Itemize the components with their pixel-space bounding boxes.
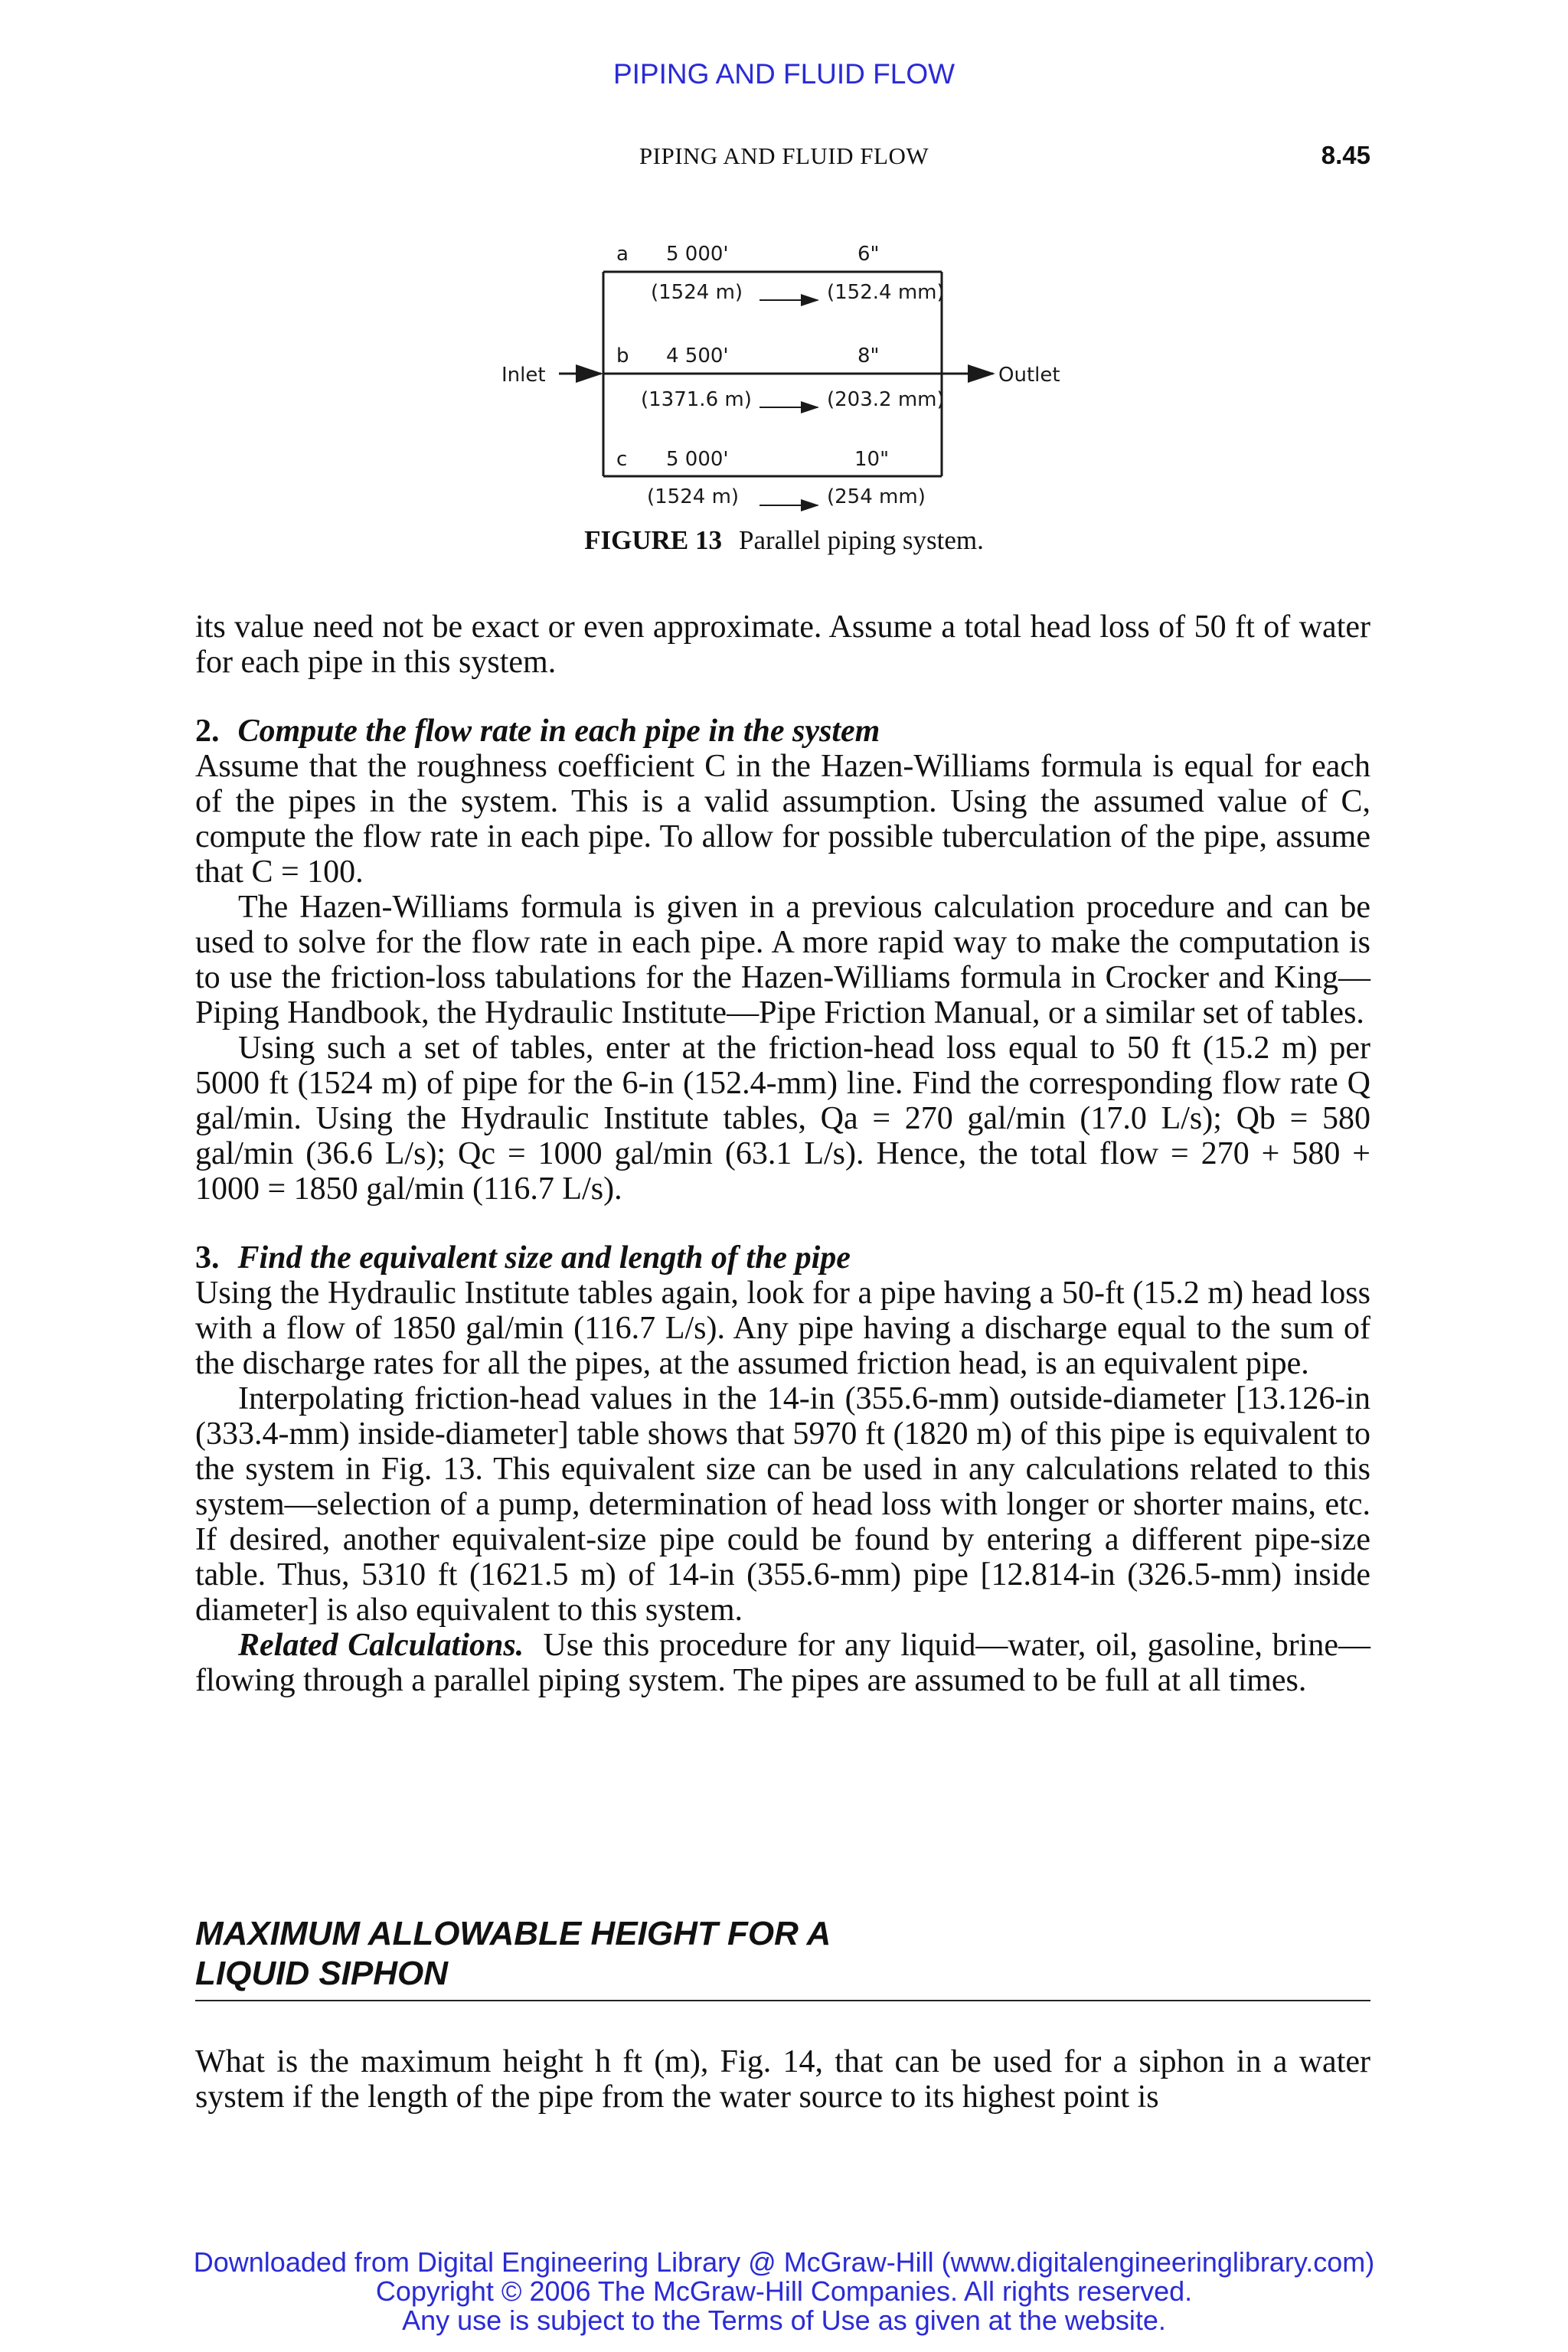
- top-chapter-link[interactable]: PIPING AND FLUID FLOW: [612, 58, 956, 90]
- step-2-heading: [195, 714, 1370, 749]
- section-heading-siphon: [195, 1914, 1370, 2001]
- pipe-b-length: 4 500': [666, 345, 729, 368]
- pipe-b-diameter-metric: (203.2 mm): [827, 388, 945, 411]
- step-2-paragraph-3: Using such a set of tables, enter at the friction-head loss equal to 50 ft (15.2 m) per 5000 ft (1524 m) of pipe for the 6-in (152.4-mm) line. Find the corresponding flow rate Q gal/min. Using the Hydraulic Institute tables, Qa = 270 gal/min (17.0 L/s); Qb = 580 gal/min (36.6 L/s); Qc = 1000 gal/min (63.1 L/s). Hence, the total flow = 270 + 580 + 1000 = 1850 gal/min (116.7 L/s).: [195, 1031, 1370, 1207]
- step-2-title: Compute the flow rate in each pipe in the system: [237, 714, 880, 749]
- pipe-c-diameter: 10": [854, 448, 890, 471]
- section-heading-line-1: MAXIMUM ALLOWABLE HEIGHT FOR A: [195, 1915, 831, 1952]
- body-text-block-1: [195, 609, 1370, 1698]
- pipe-b-length-metric: (1371.6 m): [641, 388, 752, 411]
- siphon-paragraph: What is the maximum height h ft (m), Fig. 14, that can be used for a siphon in a water system if the length of the pipe from the water source to its highest point is: [195, 2044, 1370, 2115]
- related-calculations-label: Related Calculations.: [238, 1628, 524, 1663]
- step-3-title: Find the equivalent size and length of the pipe: [237, 1240, 851, 1276]
- pipe-a-length-metric: (1524 m): [651, 281, 743, 304]
- running-head: PIPING AND FLUID FLOW: [639, 142, 929, 169]
- figure-caption: [0, 525, 1568, 556]
- figure-caption-label: FIGURE 13: [584, 525, 723, 555]
- pipe-a-letter: a: [616, 243, 629, 266]
- related-calculations-paragraph: [195, 1628, 1370, 1698]
- pipe-c-length: 5 000': [666, 448, 729, 471]
- pipe-c-letter: c: [616, 448, 628, 471]
- step-2-paragraph-2: The Hazen-Williams formula is given in a previous calculation procedure and can be used to solve for the flow rate in each pipe. A more rapid way to make the computation is to use the friction-loss tabulations for the Hazen-Williams formula in Crocker and King—Piping Handbook, the Hydraulic Institute—Pipe Friction Manual, or a similar set of tables.: [195, 890, 1370, 1031]
- footer-notice: [0, 2248, 1568, 2335]
- pipe-b-letter: b: [616, 345, 629, 368]
- inlet-label: Inlet: [501, 364, 546, 387]
- footer-terms: Any use is subject to the Terms of Use as given at the website.: [402, 2305, 1166, 2336]
- pipe-c-diameter-metric: (254 mm): [827, 485, 926, 508]
- pipe-a-length: 5 000': [666, 243, 729, 266]
- step-3-paragraph-1: Using the Hydraulic Institute tables again, look for a pipe having a 50-ft (15.2 m) head loss with a flow of 1850 gal/min (116.7 L/s). Any pipe having a discharge equal to the sum of the discharge rates for all the pipes, at the assumed friction head, is an equivalent pipe.: [195, 1276, 1370, 1381]
- step-3-paragraph-2: Interpolating friction-head values in the 14-in (355.6-mm) outside-diameter [13.126-in (333.4-mm) inside-diameter] table shows that 5970 ft (1820 m) of this pipe is equivalent to the system in Fig. 13. This equivalent size can be used in any calculations related to this system—selection of a pump, determination of head loss with longer or shorter mains, etc. If desired, another equivalent-size pipe could be found by entering a different pipe-size table. Thus, 5310 ft (1621.5 m) of 14-in (355.6-mm) pipe [12.814-in (326.5-mm) inside diameter] is also equivalent to this system.: [195, 1381, 1370, 1628]
- pipe-b-diameter: 8": [858, 345, 880, 368]
- page-number: 8.45: [1321, 141, 1370, 169]
- intro-paragraph: its value need not be exact or even approximate. Assume a total head loss of 50 ft of water for each pipe in this system.: [195, 609, 1370, 680]
- parallel-piping-diagram: [490, 230, 1087, 521]
- step-2-paragraph-1: Assume that the roughness coefficient C in the Hazen-Williams formula is equal for each of the pipes in the system. This is a valid assumption. Using the assumed value of C, compute the flow rate in each pipe. To allow for possible tuberculation of the pipe, assume that C = 100.: [195, 749, 1370, 890]
- step-3-number: 3.: [195, 1240, 220, 1276]
- body-text-block-2: [195, 2044, 1370, 2115]
- outlet-label: Outlet: [998, 364, 1060, 387]
- pipe-c-length-metric: (1524 m): [647, 485, 740, 508]
- figure-caption-text: Parallel piping system.: [739, 525, 984, 555]
- pipe-a-diameter-metric: (152.4 mm): [827, 281, 945, 304]
- footer-copyright: Copyright © 2006 The McGraw-Hill Companies. All rights reserved.: [375, 2275, 1193, 2307]
- pipe-a-diameter: 6": [858, 243, 880, 266]
- footer-download-link[interactable]: Downloaded from Digital Engineering Library @ McGraw-Hill (www.digitalengineeringlibrary.com): [193, 2246, 1375, 2278]
- related-calculations-text: Use this procedure for any liquid—water, oil, gasoline, brine—flowing through a parallel piping system. The pipes are assumed to be full at all times.: [195, 1628, 1370, 1698]
- step-2-number: 2.: [195, 714, 220, 749]
- section-heading-line-2: LIQUID SIPHON: [195, 1955, 449, 1992]
- step-3-heading: [195, 1240, 1370, 1276]
